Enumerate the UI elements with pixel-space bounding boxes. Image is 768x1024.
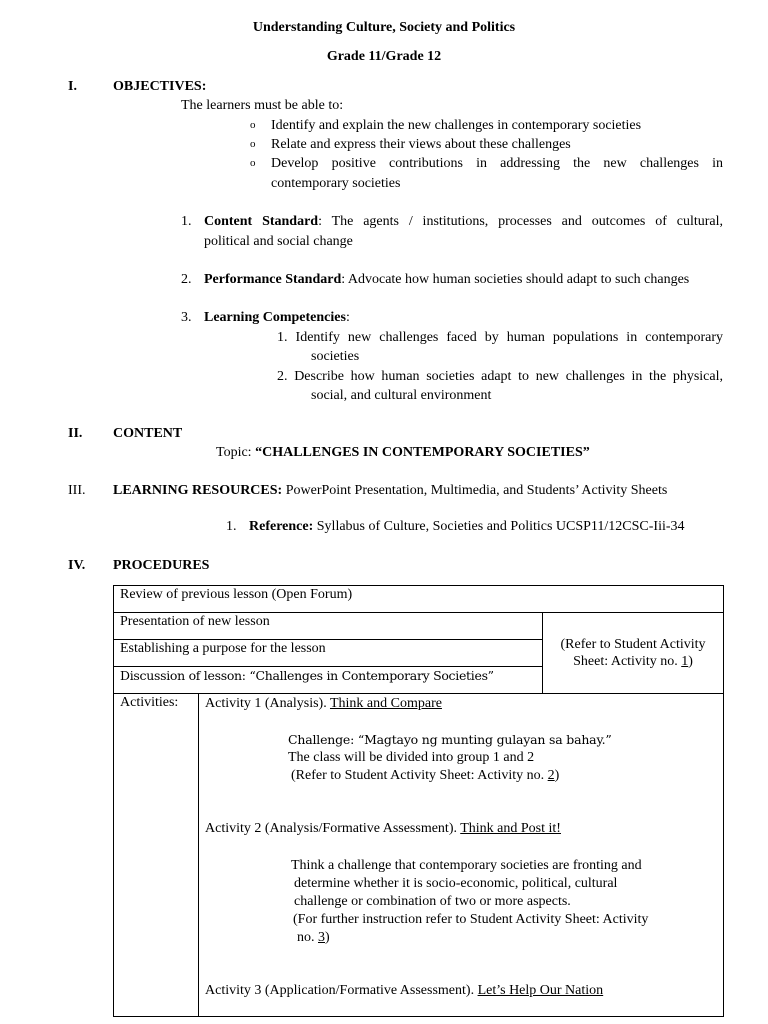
content-standard-text: : The agents / institutions, processes and outcomes of cultural, — [318, 214, 723, 229]
content-standard-label: Content Standard — [204, 214, 319, 229]
objectives-intro: The learners must be able to: — [181, 98, 344, 113]
competency-item: 2. Describe how human societies adapt to new challenges in the physical, — [277, 369, 723, 384]
competency-item-continued: social, and cultural environment — [311, 388, 492, 403]
table-row — [114, 586, 724, 613]
topic-label: Topic: — [216, 445, 256, 460]
table-row — [114, 613, 724, 640]
bullet-icon: o — [250, 119, 256, 131]
reference — [249, 518, 685, 535]
refer-activity-number: 1 — [681, 654, 689, 669]
bullet-icon: o — [250, 157, 256, 169]
activity-name: Let’s Help Our Nation — [477, 983, 604, 998]
objective-item: Identify and explain the new challenges in contemporary societies — [271, 118, 642, 133]
table-cell: Review of previous lesson (Open Forum) — [114, 586, 724, 613]
topic — [216, 444, 590, 461]
learning-competencies — [204, 309, 350, 326]
activity-2-refer — [297, 929, 330, 946]
content-heading: CONTENT — [113, 426, 183, 441]
refer-line-2 — [549, 653, 717, 670]
activities-label: Activities: — [114, 694, 199, 1017]
activities-cell — [199, 694, 724, 1017]
activity-title-text: Activity 3 (Application/Formative Assessment). — [205, 983, 478, 998]
table-cell: Discussion of lesson: “Challenges in Contemporary Societies” — [114, 667, 543, 694]
refer-close: ) — [554, 768, 560, 783]
grade-level: Grade 11/Grade 12 — [326, 49, 442, 64]
section-number-objectives: I. — [68, 79, 77, 94]
activity-name: Think and Post it! — [460, 821, 561, 836]
section-number-content: II. — [68, 426, 83, 441]
table-row — [114, 694, 724, 1017]
topic-title: “CHALLENGES IN CONTEMPORARY SOCIETIES” — [255, 445, 590, 460]
table-cell: Presentation of new lesson — [114, 613, 543, 640]
refer-line-1: (Refer to Student Activity — [560, 637, 706, 652]
competency-item-continued: societies — [311, 349, 360, 364]
learning-competencies-colon: : — [345, 310, 350, 325]
refer-close: ) — [325, 930, 330, 945]
activity-1-challenge: Challenge: “Magtayo ng munting gulayan sa bahay.” — [288, 732, 612, 747]
refer-text: (Refer to Student Activity Sheet: Activity no. — [291, 768, 548, 783]
activity-title-text: Activity 2 (Analysis/Formative Assessment). — [205, 821, 461, 836]
refer-text: Sheet: Activity no. — [573, 654, 682, 669]
document-title: Understanding Culture, Society and Politics — [252, 20, 516, 35]
refer-text: no. — [297, 930, 318, 945]
competency-item: 1. Identify new challenges faced by human populations in contemporary — [277, 330, 723, 345]
refer-close: ) — [688, 654, 693, 669]
activity-2-title — [205, 820, 561, 837]
objective-item-continued: contemporary societies — [271, 176, 401, 191]
activity-1-text: The class will be divided into group 1 and 2 — [288, 750, 535, 765]
reference-text: Syllabus of Culture, Societies and Politics UCSP11/12CSC-Iii-34 — [313, 519, 685, 534]
reference-label: Reference: — [249, 519, 314, 534]
activity-1-title — [205, 695, 442, 712]
content-standard-continued: political and social change — [204, 234, 353, 249]
activity-title-text: Activity 1 (Analysis). — [205, 696, 330, 711]
activity-3-title — [205, 982, 603, 999]
learning-resources-text: PowerPoint Presentation, Multimedia, and Students’ Activity Sheets — [282, 483, 668, 498]
reference-number: 1. — [226, 519, 237, 534]
procedures-heading: PROCEDURES — [113, 558, 210, 573]
bullet-icon: o — [250, 138, 256, 150]
activity-2-text: Think a challenge that contemporary societies are fronting and — [291, 858, 642, 873]
activity-2-text: (For further instruction refer to Student Activity Sheet: Activity — [293, 912, 649, 927]
section-number-procedures: IV. — [68, 558, 86, 573]
standard-number: 3. — [181, 310, 192, 325]
content-standard — [204, 213, 723, 230]
refer-activity-cell — [543, 613, 724, 694]
activity-name: Think and Compare — [329, 696, 442, 711]
learning-resources-heading: LEARNING RESOURCES: — [113, 483, 283, 498]
standard-number: 1. — [181, 214, 192, 229]
activity-1-refer — [291, 767, 559, 784]
refer-activity-number: 3 — [318, 930, 325, 945]
objectives-heading: OBJECTIVES: — [113, 79, 207, 94]
objective-item: Relate and express their views about these challenges — [271, 137, 571, 152]
refer-activity-number: 2 — [547, 768, 555, 783]
standard-number: 2. — [181, 272, 192, 287]
learning-resources — [113, 482, 667, 499]
performance-standard-label: Performance Standard — [204, 272, 342, 287]
section-number-resources: III. — [68, 483, 86, 498]
objective-item: Develop positive contributions in addressing the new challenges in — [271, 156, 723, 171]
performance-standard — [204, 271, 689, 288]
performance-standard-text: : Advocate how human societies should adapt to such changes — [341, 272, 690, 287]
procedures-table — [113, 585, 724, 1017]
activity-2-text: challenge or combination of two or more aspects. — [294, 894, 571, 909]
learning-competencies-label: Learning Competencies — [204, 310, 346, 325]
table-cell: Establishing a purpose for the lesson — [114, 640, 543, 667]
activity-2-text: determine whether it is socio-economic, political, cultural — [294, 876, 618, 891]
